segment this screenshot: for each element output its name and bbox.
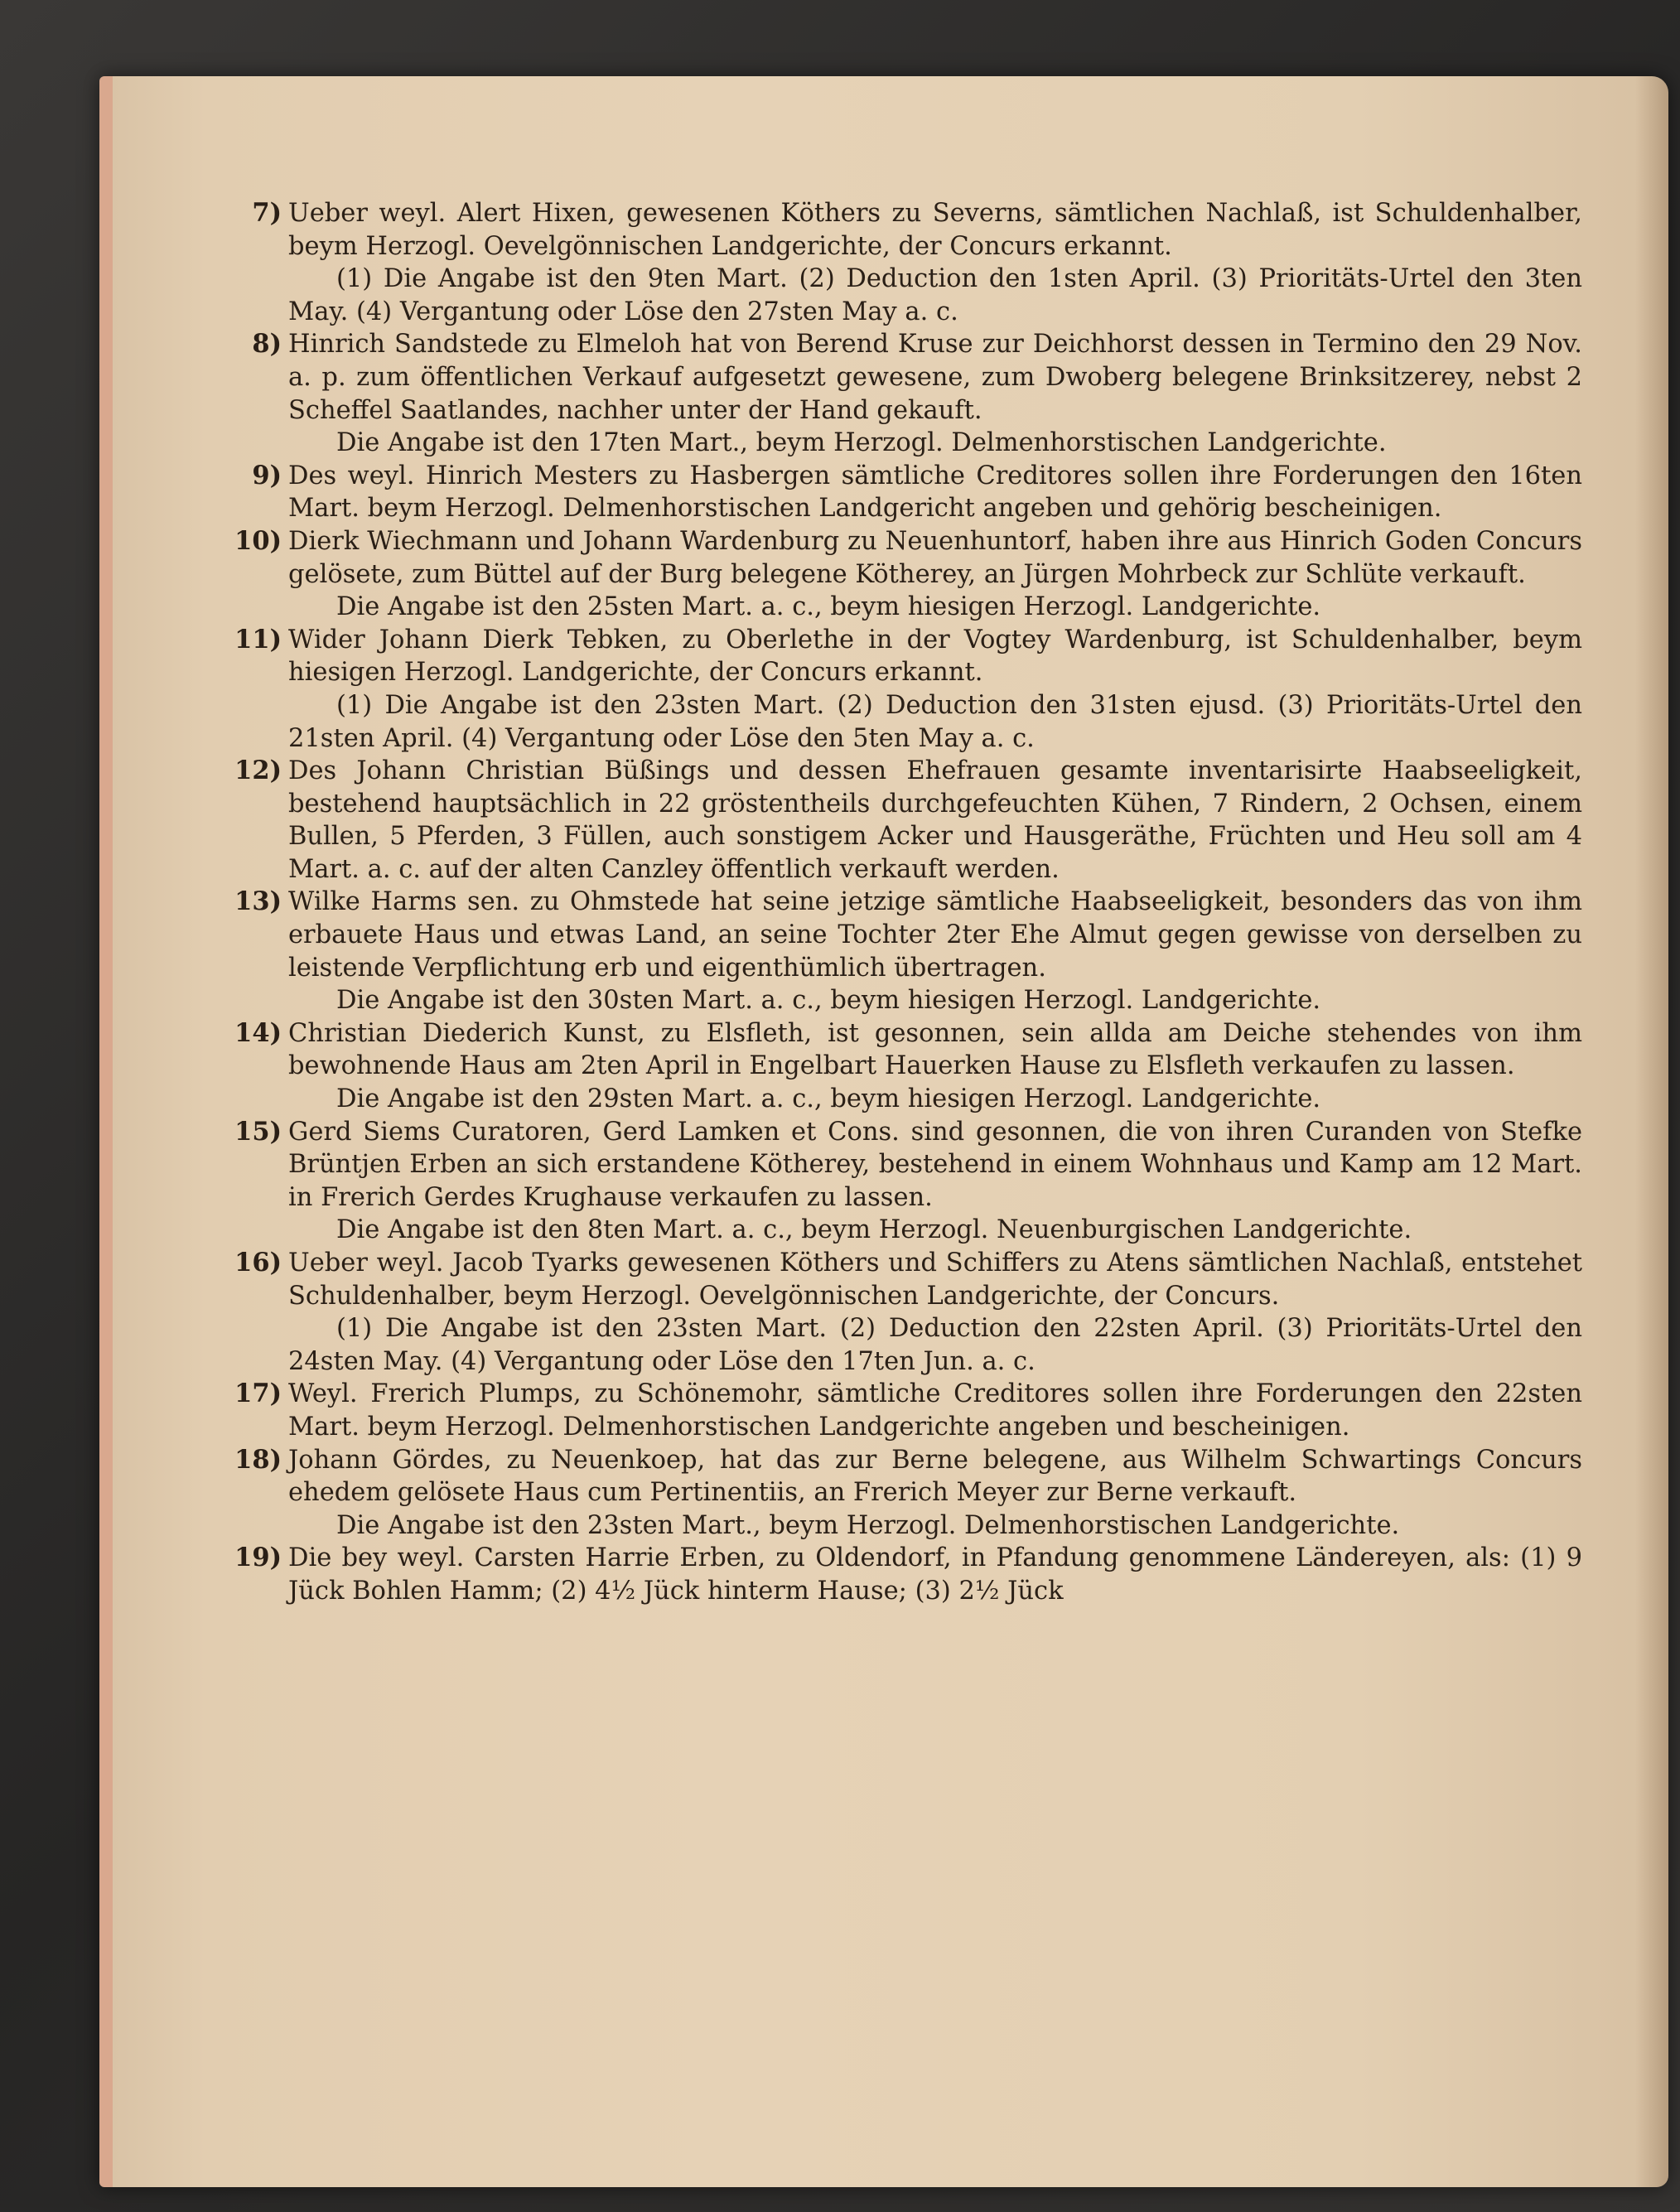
entry-14 [234,1017,1582,1083]
entry-14-dates: Die Angabe ist den 29sten Mart. a. c., beym hiesigen Herzogl. Landgerichte. [336,1084,1321,1114]
entry-number: 12) [234,756,282,786]
entry-number: 15) [234,1116,282,1147]
entry-text: Ueber weyl. Alert Hixen, gewesenen Köthers zu Severns, sämtlichen Nachlaß, ist Schuldenhalber, beym Herzogl. Oevelgönnischen Landgerichte, der Concurs erkannt. [288,199,1582,261]
entry-19 [234,1542,1582,1607]
entry-text: Johann Gördes, zu Neuenkoep, hat das zur Berne belegene, aus Wilhelm Schwartings Concurs ehedem gelösete Haus cum Pertinentiis, an Frerich Meyer zur Berne verkauft. [288,1445,1582,1508]
entry-10 [234,525,1582,591]
entry-number: 7) [252,198,282,228]
entry-8-dates: Die Angabe ist den 17ten Mart., beym Herzogl. Delmenhorstischen Landgerichte. [336,428,1387,458]
page-text [234,197,1582,1608]
entry-number: 19) [234,1543,282,1573]
entry-text: Dierk Wiechmann und Johann Wardenburg zu Neuenhuntorf, haben ihre aus Hinrich Goden Concurs gelösete, zum Büttel auf der Burg belegene Kötherey, an Jürgen Mohrbeck zur Schlüte verkauft. [288,526,1582,589]
entry-text: Die bey weyl. Carsten Harrie Erben, zu Oldendorf, in Pfandung genommene Ländereyen, als: (1) 9 Jück Bohlen Hamm; (2) 4½ Jück hinterm Hause; (3) 2½ Jück [288,1543,1582,1606]
entry-10-dates: Die Angabe ist den 25sten Mart. a. c., beym hiesigen Herzogl. Landgerichte. [336,592,1321,622]
entry-18 [234,1444,1582,1509]
entry-text: Des weyl. Hinrich Mesters zu Hasbergen sämtliche Creditores sollen ihre Forderungen den 16ten Mart. beym Herzogl. Delmenhorstischen Landgericht angeben und gehörig bescheinigen. [288,461,1582,524]
entry-text: Christian Diederich Kunst, zu Elsfleth, ist gesonnen, sein allda am Deiche stehendes von ihm bewohnende Haus am 2ten April in Engelbart Hauerken Hause zu Elsfleth verkaufen zu lassen. [288,1018,1582,1081]
entry-number: 17) [234,1379,282,1409]
entry-7 [252,197,1582,263]
entry-16 [234,1247,1582,1312]
entry-number: 16) [234,1248,282,1277]
entry-11 [234,624,1582,689]
entry-11-dates: (1) Die Angabe ist den 23sten Mart. (2) Deduction den 31sten ejusd. (3) Prioritäts-Urtel den 21sten April. (4) Vergantung oder Löse den 5ten May a. c. [288,690,1582,753]
entry-text: Weyl. Frerich Plumps, zu Schönemohr, sämtliche Creditores sollen ihre Forderungen den 22sten Mart. beym Herzogl. Delmenhorstischen Landgerichte angeben und bescheinigen. [288,1379,1582,1442]
entry-17 [234,1378,1582,1443]
entry-text: Wilke Harms sen. zu Ohmstede hat seine jetzige sämtliche Haabseeligkeit, besonders das von ihm erbauete Haus und etwas Land, an seine Tochter 2ter Ehe Almut gegen gewisse von derselben zu leistende Verpflichtung erb und eigenthümlich übertragen. [288,887,1582,983]
entry-number: 14) [234,1017,282,1048]
entry-7-dates: (1) Die Angabe ist den 9ten Mart. (2) Deduction den 1sten April. (3) Prioritäts-Urtel den 3ten May. (4) Vergantung oder Löse den 27sten May a. c. [288,264,1582,326]
entry-15-dates: Die Angabe ist den 8ten Mart. a. c., beym Herzogl. Neuenburgischen Landgerichte. [336,1215,1412,1245]
entry-number: 13) [234,886,282,917]
entry-number: 9) [252,460,282,490]
entry-number: 10) [234,525,282,556]
entry-text: Hinrich Sandstede zu Elmeloh hat von Berend Kruse zur Deichhorst dessen in Termino den 29 Nov. a. p. zum öffentlichen Verkauf aufgesetzt gewesene, zum Dwoberg belegene Brinksitzerey, nebst 2 Scheffel Saatlandes, nachher unter der Hand gekauft. [288,330,1582,425]
entry-16-dates: (1) Die Angabe ist den 23sten Mart. (2) Deduction den 22sten April. (3) Prioritäts-Urtel den 24sten May. (4) Vergantung oder Löse den 17ten Jun. a. c. [288,1314,1582,1376]
entry-text: Wider Johann Dierk Tebken, zu Oberlethe in der Vogtey Wardenburg, ist Schuldenhalber, beym hiesigen Herzogl. Landgerichte, der Concurs erkannt. [288,625,1582,688]
entry-text: Des Johann Christian Büßings und dessen Ehefrauen gesamte inventarisirte Haabseeligkeit, bestehend hauptsächlich in 22 gröstentheils durchgefeuchten Kühen, 7 Rindern, 2 Ochsen, einem Bullen, 5 Pferden, 3 Füllen, auch sonstigem Acker und Hausgeräthe, Früchten und Heu soll am 4 Mart. a. c. auf der alten Canzley öffentlich verkauft werden. [288,756,1582,884]
entry-number: 18) [234,1444,282,1475]
entry-15 [234,1116,1582,1215]
entry-number: 11) [234,624,282,654]
entry-13-dates: Die Angabe ist den 30sten Mart. a. c., beym hiesigen Herzogl. Landgerichte. [336,986,1321,1016]
entry-18-dates: Die Angabe ist den 23sten Mart., beym Herzogl. Delmenhorstischen Landgerichte. [336,1510,1400,1540]
entry-8 [252,328,1582,427]
entry-text: Ueber weyl. Jacob Tyarks gewesenen Köthers und Schiffers zu Atens sämtlichen Nachlaß, entstehet Schuldenhalber, beym Herzogl. Oevelgönnischen Landgerichte, der Concurs. [288,1248,1582,1311]
entry-text: Gerd Siems Curatoren, Gerd Lamken et Cons. sind gesonnen, die von ihren Curanden von Stefke Brüntjen Erben an sich erstandene Kötherey, bestehend in einem Wohnhaus und Kamp am 12 Mart. in Frerich Gerdes Krughause verkaufen zu lassen. [288,1117,1582,1212]
entry-12 [234,755,1582,886]
entry-number: 8) [252,329,282,360]
entry-9 [252,460,1582,525]
entry-13 [234,886,1582,984]
